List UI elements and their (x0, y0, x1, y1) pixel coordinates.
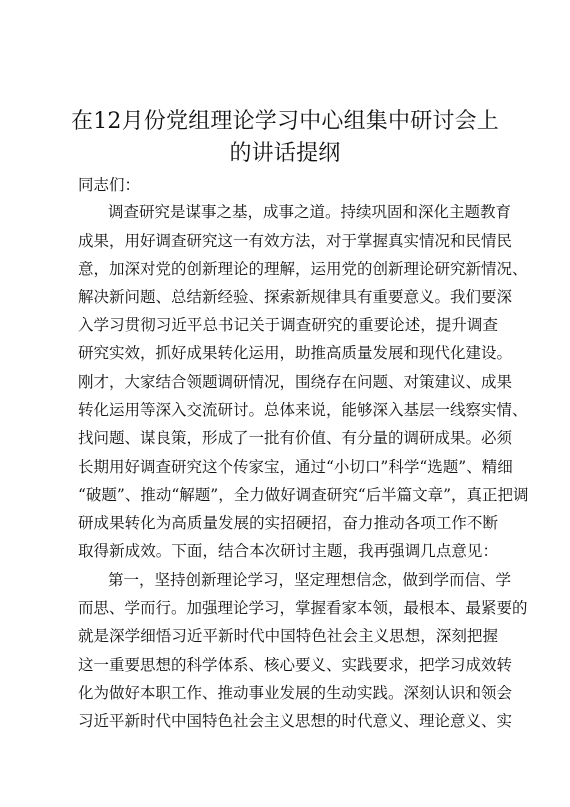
body-line: 成果，用好调查研究这一有效方法，对于掌握真实情况和民情民 (78, 232, 513, 250)
body-line: 化为做好本职工作、推动事业发展的生动实践。深刻认识和领会 (78, 684, 513, 702)
body-line: 刚才，大家结合领题调研情况，围绕存在问题、对策建议、成果 (78, 373, 513, 391)
body-line: 意，加深对党的创新理论的理解，运用党的创新理论研究新情况、 (78, 260, 528, 278)
body-line: 研成果转化为高质量发展的实招硬招，奋力推动各项工作不断 (78, 514, 498, 532)
body-line: 第一，坚持创新理论学习，坚定理想信念，做到学而信、学 (108, 571, 512, 589)
body-line: 而思、学而行。加强理论学习，掌握看家本领，最根本、最紧要的 (78, 599, 528, 617)
document-title-line-2: 的讲话提纲 (229, 141, 341, 166)
body-line: 入学习贯彻习近平总书记关于调查研究的重要论述，提升调查 (78, 316, 498, 334)
body-line: 找问题、谋良策，形成了一批有价值、有分量的调研成果。必须 (78, 429, 513, 447)
body-line: “破题”、推动“解题”，全力做好调查研究“后半篇文章”，真正把调 (78, 486, 529, 504)
body-line: 就是深学细悟习近平新时代中国特色社会主义思想，深刻把握 (78, 627, 498, 645)
document-title-line-1: 在12月份党组理论学习中心组集中研讨会上 (71, 109, 499, 134)
body-line: 转化运用等深入交流研讨。总体来说，能够深入基层一线察实情、 (78, 401, 528, 419)
body-line: 这一重要思想的科学体系、核心要义、实践要求，把学习成效转 (78, 656, 513, 674)
body-line: 取得新成效。下面，结合本次研讨主题，我再强调几点意见： (78, 542, 498, 560)
body-line: 研究实效，抓好成果转化运用，助推高质量发展和现代化建设。 (78, 344, 513, 362)
body-line: 解决新问题、总结新经验、探索新规律具有重要意义。我们要深 (78, 288, 513, 306)
body-line: 调查研究是谋事之基，成事之道。持续巩固和深化主题教育 (108, 203, 512, 221)
body-line: 习近平新时代中国特色社会主义思想的时代意义、理论意义、实 (78, 712, 513, 730)
salutation: 同志们： (78, 176, 141, 194)
body-line: 长期用好调查研究这个传家宝，通过“小切口”科学“选题”、精细 (78, 458, 513, 476)
